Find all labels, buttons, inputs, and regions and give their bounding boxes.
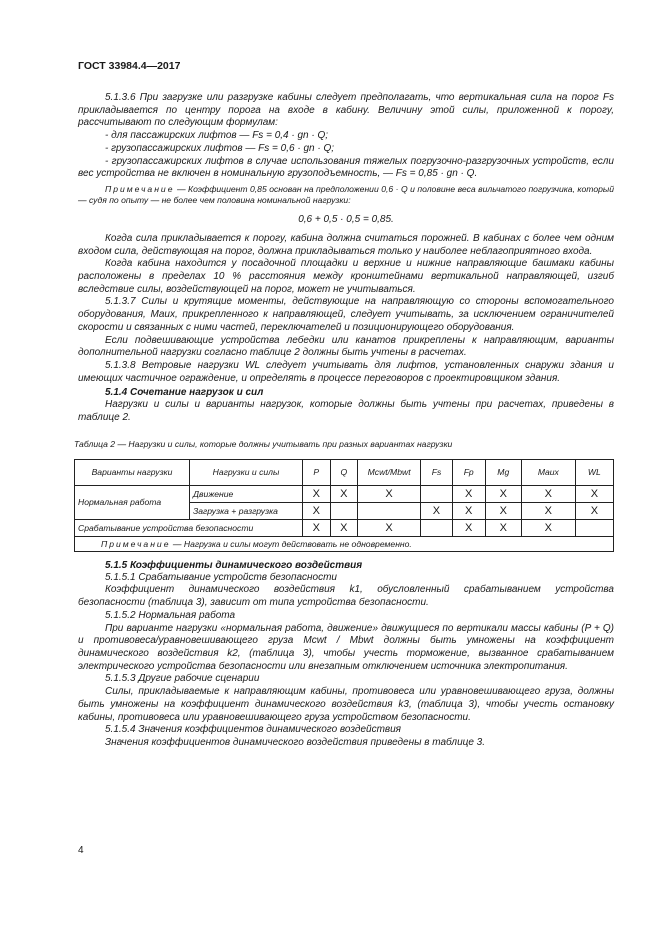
page-body [74, 92, 614, 750]
col-header: Mcwt/Mbwt [358, 459, 421, 485]
note-label: Примечание [105, 183, 175, 194]
loads-table [74, 459, 614, 552]
table-cell: X [303, 485, 331, 502]
table-cell: X [303, 519, 331, 536]
table-cell [421, 519, 453, 536]
section-heading-5-1-4: 5.1.4 Сочетание нагрузок и сил [105, 387, 264, 399]
table-cell: X [421, 502, 453, 519]
subsection-5-1-5-1: 5.1.5.1 Срабатывание устройств безопасности [105, 571, 337, 583]
list-item-heavy-devices: - грузопассажирских лифтов в случае использования тяжелых погрузочно-разгрузочных устройств, если вес устройства не включен в номинальную грузоподъемность, — Fs = 0,85 · gn · Q. [78, 155, 614, 180]
table-cell [330, 502, 358, 519]
paragraph-5-1-3-7: 5.1.3.7 Силы и крутящие моменты, действующие на направляющую со стороны вспомогательного оборудования, Maux, прикрепленного к направляющей, следует учитывать, за исключением ограничителей скорости и связанных с ними частей, переключателей и позиционирующего оборудования. [78, 296, 614, 333]
table-cell [358, 502, 421, 519]
table-cell: X [330, 519, 358, 536]
table-cell: X [485, 519, 521, 536]
section-heading-5-1-5: 5.1.5 Коэффициенты динамического воздействия [105, 559, 363, 571]
paragraph-k3: Силы, прикладываемые к направляющим кабины, противовеса или уравновешивающего груза, должны быть умножены на коэффициент динамического воздействия k3, (таблица 3), чтобы учесть остановку кабины, противовеса или уравновешивающего груза устройством безопасности. [78, 686, 614, 723]
note-1 [78, 184, 614, 207]
row-variant: Срабатывание устройства безопасности [75, 519, 303, 536]
col-header: Fp [452, 459, 485, 485]
table-header-row [75, 459, 614, 485]
col-header: Maux [521, 459, 575, 485]
table-cell: X [452, 485, 485, 502]
table-cell: X [358, 519, 421, 536]
table-cell: X [485, 502, 521, 519]
table-cell: X [452, 502, 485, 519]
list-item-passenger: - для пассажирских лифтов — Fs = 0,4 · gn · Q; [105, 130, 329, 142]
table-cell: X [521, 519, 575, 536]
table-cell: X [521, 502, 575, 519]
subsection-5-1-5-3: 5.1.5.3 Другие рабочие сценарии [105, 673, 260, 685]
table-cell [421, 485, 453, 502]
col-header: Варианты нагрузки [75, 459, 190, 485]
subsection-5-1-5-2: 5.1.5.2 Нормальная работа [105, 609, 236, 621]
paragraph-5-1-3-6: 5.1.3.6 При загрузке или разгрузке кабины следует предполагать, что вертикальная сила на порог Fs прикладывается по центру порога на входе в кабину. Величину этой силы, приложенной к порогу, рассчитывают по следующим формулам: [78, 92, 614, 129]
row-sub: Загрузка + разгрузка [190, 502, 303, 519]
row-variant: Нормальная работа [75, 485, 190, 519]
table-note-text: — Нагрузка и силы могут действовать не одновременно. [170, 538, 412, 549]
paragraph-suspension: Если подвешивающие устройства лебедки или канатов прикреплены к направляющим, варианты дополнительной нагрузки согласно таблице 2 должны быть учтены в расчетах. [78, 334, 614, 359]
subsection-5-1-5-4: 5.1.5.4 Значения коэффициентов динамического воздействия [105, 724, 402, 736]
col-header: Q [330, 459, 358, 485]
paragraph-k1: Коэффициент динамического воздействия k1, обусловленный срабатыванием устройства безопасности (таблица 3), зависит от типа устройства безопасности. [78, 584, 614, 609]
paragraph-table-3-ref: Значения коэффициентов динамического воздействия приведены в таблице 3. [105, 736, 486, 748]
paragraph-k2: При варианте нагрузки «нормальная работа, движение» движущиеся по вертикали массы кабины (P + Q) и противовеса/уравновешивающего груза Mcwt / Mbwt должны быть умножены на коэффициент динамического воздействия k2, (таблица 3), чтобы учесть торможение, вызванное срабатыванием электрического устройства безопасности или внезапным отключением источника электропитания. [78, 622, 614, 672]
table-cell [575, 519, 613, 536]
note-text: — Коэффициент 0,85 основан на предположении 0,6 · Q и половине веса вильчатого погрузчика, который — судя по опыту — не более чем половина номинальной нагрузки: [78, 183, 614, 206]
document-header: ГОСТ 33984.4—2017 [78, 60, 181, 72]
table-row [75, 519, 614, 536]
col-header: Fs [421, 459, 453, 485]
table-caption: Таблица 2 — Нагрузки и силы, которые должны учитывать при разных вариантах нагрузки [74, 438, 453, 449]
table-row [75, 485, 614, 502]
page-number: 4 [78, 845, 84, 856]
col-header: Mg [485, 459, 521, 485]
table-cell: X [485, 485, 521, 502]
formula: 0,6 + 0,5 · 0,5 = 0,85. [298, 213, 394, 225]
paragraph-threshold-force: Когда сила прикладывается к порогу, кабина должна считаться порожней. В кабинах с более чем одним входом сила, действующая на порог, должна прикладываться только у наиболее неблагоприятного входа. [78, 232, 614, 257]
table-cell: X [452, 519, 485, 536]
table-cell: X [575, 502, 613, 519]
table-cell: X [330, 485, 358, 502]
table-note [75, 536, 614, 551]
table-cell: X [303, 502, 331, 519]
col-header: Нагрузки и силы [190, 459, 303, 485]
table-note-row [75, 536, 614, 551]
list-item-goods-passenger: - грузопассажирских лифтов — Fs = 0,6 · gn · Q; [105, 142, 335, 154]
table-cell: X [575, 485, 613, 502]
paragraph-car-at-landing: Когда кабина находится у посадочной площадки и верхние и нижние направляющие башмаки кабины расположены в пределах 10 % расстояния между кронштейнами вертикальной направляющей, изгиб вследствие силы, воздействующей на порог, может не учитываться. [78, 258, 614, 295]
col-header: WL [575, 459, 613, 485]
row-sub: Движение [190, 485, 303, 502]
table-cell: X [358, 485, 421, 502]
paragraph-5-1-3-8: 5.1.3.8 Ветровые нагрузки WL следует учитывать для лифтов, установленных снаружи здания и имеющих частичное ограждение, и определять в процессе переговоров с проектировщиком здания. [78, 359, 614, 384]
table-note-label: Примечание [101, 538, 171, 549]
paragraph-combination: Нагрузки и силы и варианты нагрузок, которые должны быть учтены при расчетах, приведены в таблице 2. [78, 399, 614, 424]
table-cell: X [521, 485, 575, 502]
col-header: P [303, 459, 331, 485]
